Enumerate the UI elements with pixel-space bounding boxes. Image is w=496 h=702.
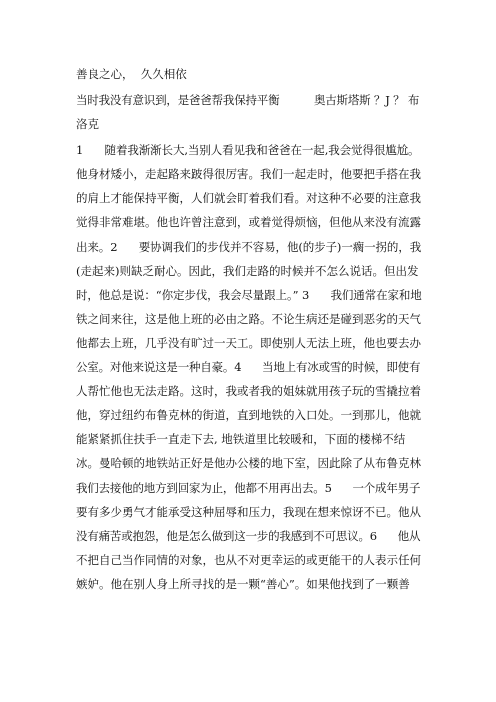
body-line: 铁之间来往，这是他上班的必由之路。不论生病还是碰到恶劣的天气 xyxy=(76,311,421,326)
body-line: 觉得非常难堪。他也许曾注意到，或着觉得烦恼，但他从来没有流露 xyxy=(76,215,421,230)
subtitle-line-continued: 洛克 xyxy=(76,117,99,132)
body-line: 他身材矮小，走起路来跛得很厉害。我们一起走时，他要把手搭在我 xyxy=(76,167,421,182)
body-line: 能紧紧抓住扶手一直走下去, 地铁道里比较暖和，下面的楼梯不结 xyxy=(76,432,406,447)
body-line: 要有多少勇气才能承受这种屈辱和压力，我现在想来惊讶不已。他从 xyxy=(76,504,421,519)
body-line: 冰。曼哈顿的地铁站正好是他办公楼的地下室，因此除了从布鲁克林 xyxy=(76,456,421,471)
body-line: 不把自己当作同情的对象，也从不对更幸运的或更能干的人表示任何 xyxy=(76,552,421,567)
body-text xyxy=(76,138,422,596)
subtitle-line: 当时我没有意识到，是爸爸帮我保持平衡 奥古斯塔斯 ？J ？ 布 xyxy=(76,93,420,107)
body-line: 人帮忙他也无法走路。这时，我或者我的姐妹就用孩子玩的雪撬拉着 xyxy=(76,384,421,399)
document-title: 善良之心， 久久相依 xyxy=(76,67,187,81)
body-line: 1 随着我渐渐长大,当别人看见我和爸爸在一起,我会觉得很尴尬。 xyxy=(76,143,420,158)
body-line: 没有痛苦或抱怨，他是怎么做到这一步的我感到不可思议。6 他从 xyxy=(76,528,421,543)
body-line: 出来。2 要协调我们的步伐并不容易，他(的步子)一瘸一拐的，我 xyxy=(76,239,422,254)
body-line: 他，穿过纽约布鲁克林的街道，直到地铁的入口处。一到那儿，他就 xyxy=(76,408,421,423)
body-line: (走起来)则缺乏耐心。因此，我们走路的时候并不怎么说话。但出发 xyxy=(76,263,419,278)
body-line: 时，他总是说：“你定步伐，我会尽量跟上。” 3 我们通常在家和地 xyxy=(76,287,422,302)
body-line: 我们去接他的地方到回家为止，他都不用再出去。5 一个成年男子 xyxy=(76,480,421,495)
body-line: 公室。对他来说这是一种自豪。4 当地上有冰或雪的时候，即使有 xyxy=(76,360,421,375)
body-line: 的肩上才能保持平衡，人们就会盯着我们看。对这种不必要的注意我 xyxy=(76,191,421,206)
document-page xyxy=(76,60,422,596)
body-line: 他都去上班，几乎没有旷过一天工。即使别人无法上班，他也要去办 xyxy=(76,335,421,350)
body-line: 嫉妒。他在别人身上所寻找的是一颗“善心”。如果他找到了一颗善 xyxy=(76,576,410,591)
